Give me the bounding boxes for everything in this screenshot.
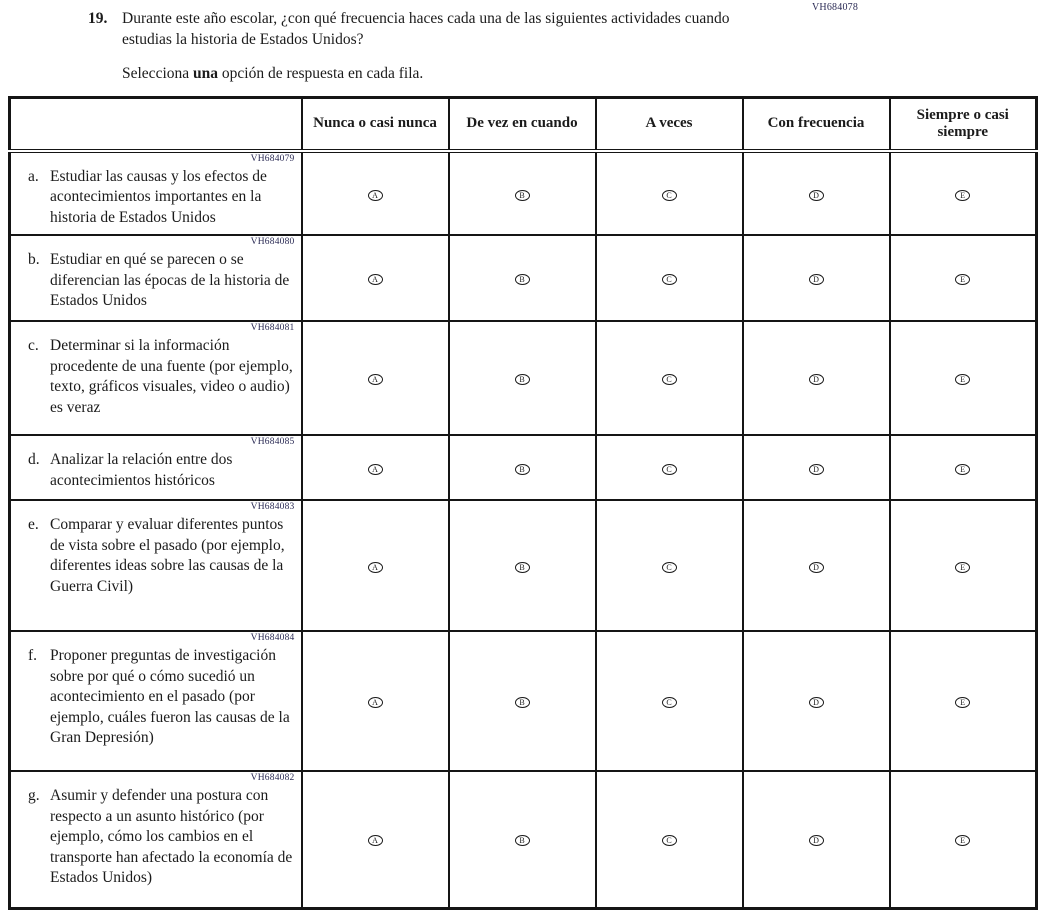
radio-option-c[interactable]: C	[662, 562, 677, 573]
item-cell	[10, 631, 302, 771]
instruction-prefix: Selecciona	[122, 64, 194, 82]
item-text: Determinar si la información procedente de una fuente (por ejemplo, texto, gráficos visuales, video o audio) es veraz	[50, 337, 293, 416]
radio-option-c[interactable]: C	[662, 835, 677, 846]
column-header-nunca: Nunca o casi nunca	[302, 97, 449, 151]
option-cell	[890, 235, 1037, 321]
radio-option-d[interactable]: D	[809, 274, 824, 285]
item-statement	[28, 646, 295, 748]
column-header-siempre: Siempre o casi siempre	[890, 97, 1037, 151]
option-cell	[449, 631, 596, 771]
stub-header-cell	[10, 97, 302, 151]
item-cell	[10, 151, 302, 235]
option-cell	[302, 500, 449, 631]
radio-option-e[interactable]: E	[955, 274, 970, 285]
radio-option-d[interactable]: D	[809, 464, 824, 475]
option-cell	[890, 151, 1037, 235]
radio-option-e[interactable]: E	[955, 697, 970, 708]
radio-option-d[interactable]: D	[809, 697, 824, 708]
radio-option-d[interactable]: D	[809, 374, 824, 385]
option-cell	[449, 435, 596, 500]
table-row-a	[10, 151, 1037, 235]
row-code: VH684081	[250, 323, 295, 334]
radio-option-a[interactable]: A	[368, 190, 383, 201]
radio-option-b[interactable]: B	[515, 190, 530, 201]
item-letter: d.	[28, 451, 40, 469]
option-cell	[890, 631, 1037, 771]
radio-option-d[interactable]: D	[809, 190, 824, 201]
option-cell	[890, 500, 1037, 631]
table-row-c	[10, 321, 1037, 435]
option-cell	[890, 771, 1037, 908]
radio-option-b[interactable]: B	[515, 835, 530, 846]
row-code: VH684085	[250, 437, 295, 448]
item-statement	[28, 167, 295, 228]
item-letter: e.	[28, 516, 39, 534]
option-cell	[596, 435, 743, 500]
option-cell	[449, 500, 596, 631]
header-row	[10, 97, 1037, 151]
item-letter: b.	[28, 251, 40, 269]
radio-option-c[interactable]: C	[662, 274, 677, 285]
radio-option-c[interactable]: C	[662, 464, 677, 475]
item-text: Estudiar las causas y los efectos de acontecimientos importantes en la historia de Estados Unidos	[50, 167, 267, 226]
item-text: Proponer preguntas de investigación sobre por qué o cómo sucedió un acontecimiento en el pasado (por ejemplo, cuáles fueron las causas de la Gran Depresión)	[50, 647, 290, 747]
option-cell	[302, 435, 449, 500]
option-cell	[890, 321, 1037, 435]
row-code: VH684082	[250, 773, 295, 784]
option-cell	[743, 151, 890, 235]
option-cell	[596, 771, 743, 908]
item-text: Comparar y evaluar diferentes puntos de vista sobre el pasado (por ejemplo, diferentes ideas sobre las causas de la Guerra Civil)	[50, 516, 285, 595]
item-cell	[10, 435, 302, 500]
column-header-con-frecuencia: Con frecuencia	[743, 97, 890, 151]
radio-option-e[interactable]: E	[955, 835, 970, 846]
radio-option-b[interactable]: B	[515, 374, 530, 385]
row-code: VH684083	[250, 502, 295, 513]
column-header-a-veces: A veces	[596, 97, 743, 151]
radio-option-e[interactable]: E	[955, 562, 970, 573]
radio-option-c[interactable]: C	[662, 374, 677, 385]
radio-option-b[interactable]: B	[515, 464, 530, 475]
option-cell	[743, 435, 890, 500]
instruction-suffix: opción de respuesta en cada fila.	[218, 64, 424, 82]
item-statement	[28, 786, 295, 888]
option-cell	[596, 500, 743, 631]
item-letter: a.	[28, 167, 39, 185]
item-letter: g.	[28, 787, 40, 805]
item-letter: f.	[28, 647, 38, 665]
item-text: Asumir y defender una postura con respecto a un asunto histórico (por ejemplo, cómo los cambios en el transporte han afectado la economía de Estados Unidos)	[50, 787, 293, 887]
option-cell	[302, 235, 449, 321]
question-line	[88, 9, 1043, 51]
form-item-code: VH684078	[812, 2, 859, 13]
item-cell	[10, 500, 302, 631]
option-cell	[449, 771, 596, 908]
option-cell	[743, 631, 890, 771]
radio-option-e[interactable]: E	[955, 374, 970, 385]
option-cell	[449, 151, 596, 235]
option-cell	[743, 771, 890, 908]
row-code: VH684079	[250, 153, 295, 164]
option-cell	[596, 151, 743, 235]
item-statement	[28, 515, 295, 597]
radio-option-a[interactable]: A	[368, 374, 383, 385]
table-row-d	[10, 435, 1037, 500]
option-cell	[302, 771, 449, 908]
item-statement	[28, 250, 295, 311]
item-statement	[28, 450, 295, 491]
option-cell	[302, 631, 449, 771]
radio-option-e[interactable]: E	[955, 190, 970, 201]
radio-option-d[interactable]: D	[809, 562, 824, 573]
item-cell	[10, 235, 302, 321]
option-cell	[302, 321, 449, 435]
radio-option-a[interactable]: A	[368, 562, 383, 573]
radio-option-c[interactable]: C	[662, 697, 677, 708]
table-row-b	[10, 235, 1037, 321]
option-cell	[743, 321, 890, 435]
question-block	[0, 0, 1043, 83]
radio-option-b[interactable]: B	[515, 697, 530, 708]
radio-option-e[interactable]: E	[955, 464, 970, 475]
question-text: Durante este año escolar, ¿con qué frecuencia haces cada una de las siguientes actividades cuando estudias la historia de Estados Unidos?	[122, 10, 730, 48]
question-number: 19.	[88, 10, 108, 27]
row-code: VH684084	[250, 633, 295, 644]
radio-option-b[interactable]: B	[515, 274, 530, 285]
table-row-e	[10, 500, 1037, 631]
table-row-f	[10, 631, 1037, 771]
option-cell	[596, 235, 743, 321]
item-statement	[28, 336, 295, 418]
item-text: Estudiar en qué se parecen o se diferencian las épocas de la historia de Estados Unidos	[50, 251, 290, 310]
option-cell	[596, 631, 743, 771]
item-cell	[10, 321, 302, 435]
radio-option-a[interactable]: A	[368, 697, 383, 708]
option-cell	[596, 321, 743, 435]
option-cell	[449, 321, 596, 435]
item-cell	[10, 771, 302, 908]
column-header-de-vez-en-cuando: De vez en cuando	[449, 97, 596, 151]
option-cell	[449, 235, 596, 321]
option-cell	[743, 235, 890, 321]
item-letter: c.	[28, 337, 39, 355]
table-row-g	[10, 771, 1037, 908]
radio-option-b[interactable]: B	[515, 562, 530, 573]
radio-option-d[interactable]: D	[809, 835, 824, 846]
instruction-text	[122, 65, 1043, 83]
radio-option-a[interactable]: A	[368, 464, 383, 475]
instruction-bold-word: una	[193, 64, 219, 82]
option-cell	[302, 151, 449, 235]
radio-option-a[interactable]: A	[368, 835, 383, 846]
option-cell	[743, 500, 890, 631]
row-code: VH684080	[250, 237, 295, 248]
response-grid-table	[8, 96, 1038, 910]
item-text: Analizar la relación entre dos acontecimientos históricos	[50, 451, 233, 489]
radio-option-c[interactable]: C	[662, 190, 677, 201]
option-cell	[890, 435, 1037, 500]
radio-option-a[interactable]: A	[368, 274, 383, 285]
